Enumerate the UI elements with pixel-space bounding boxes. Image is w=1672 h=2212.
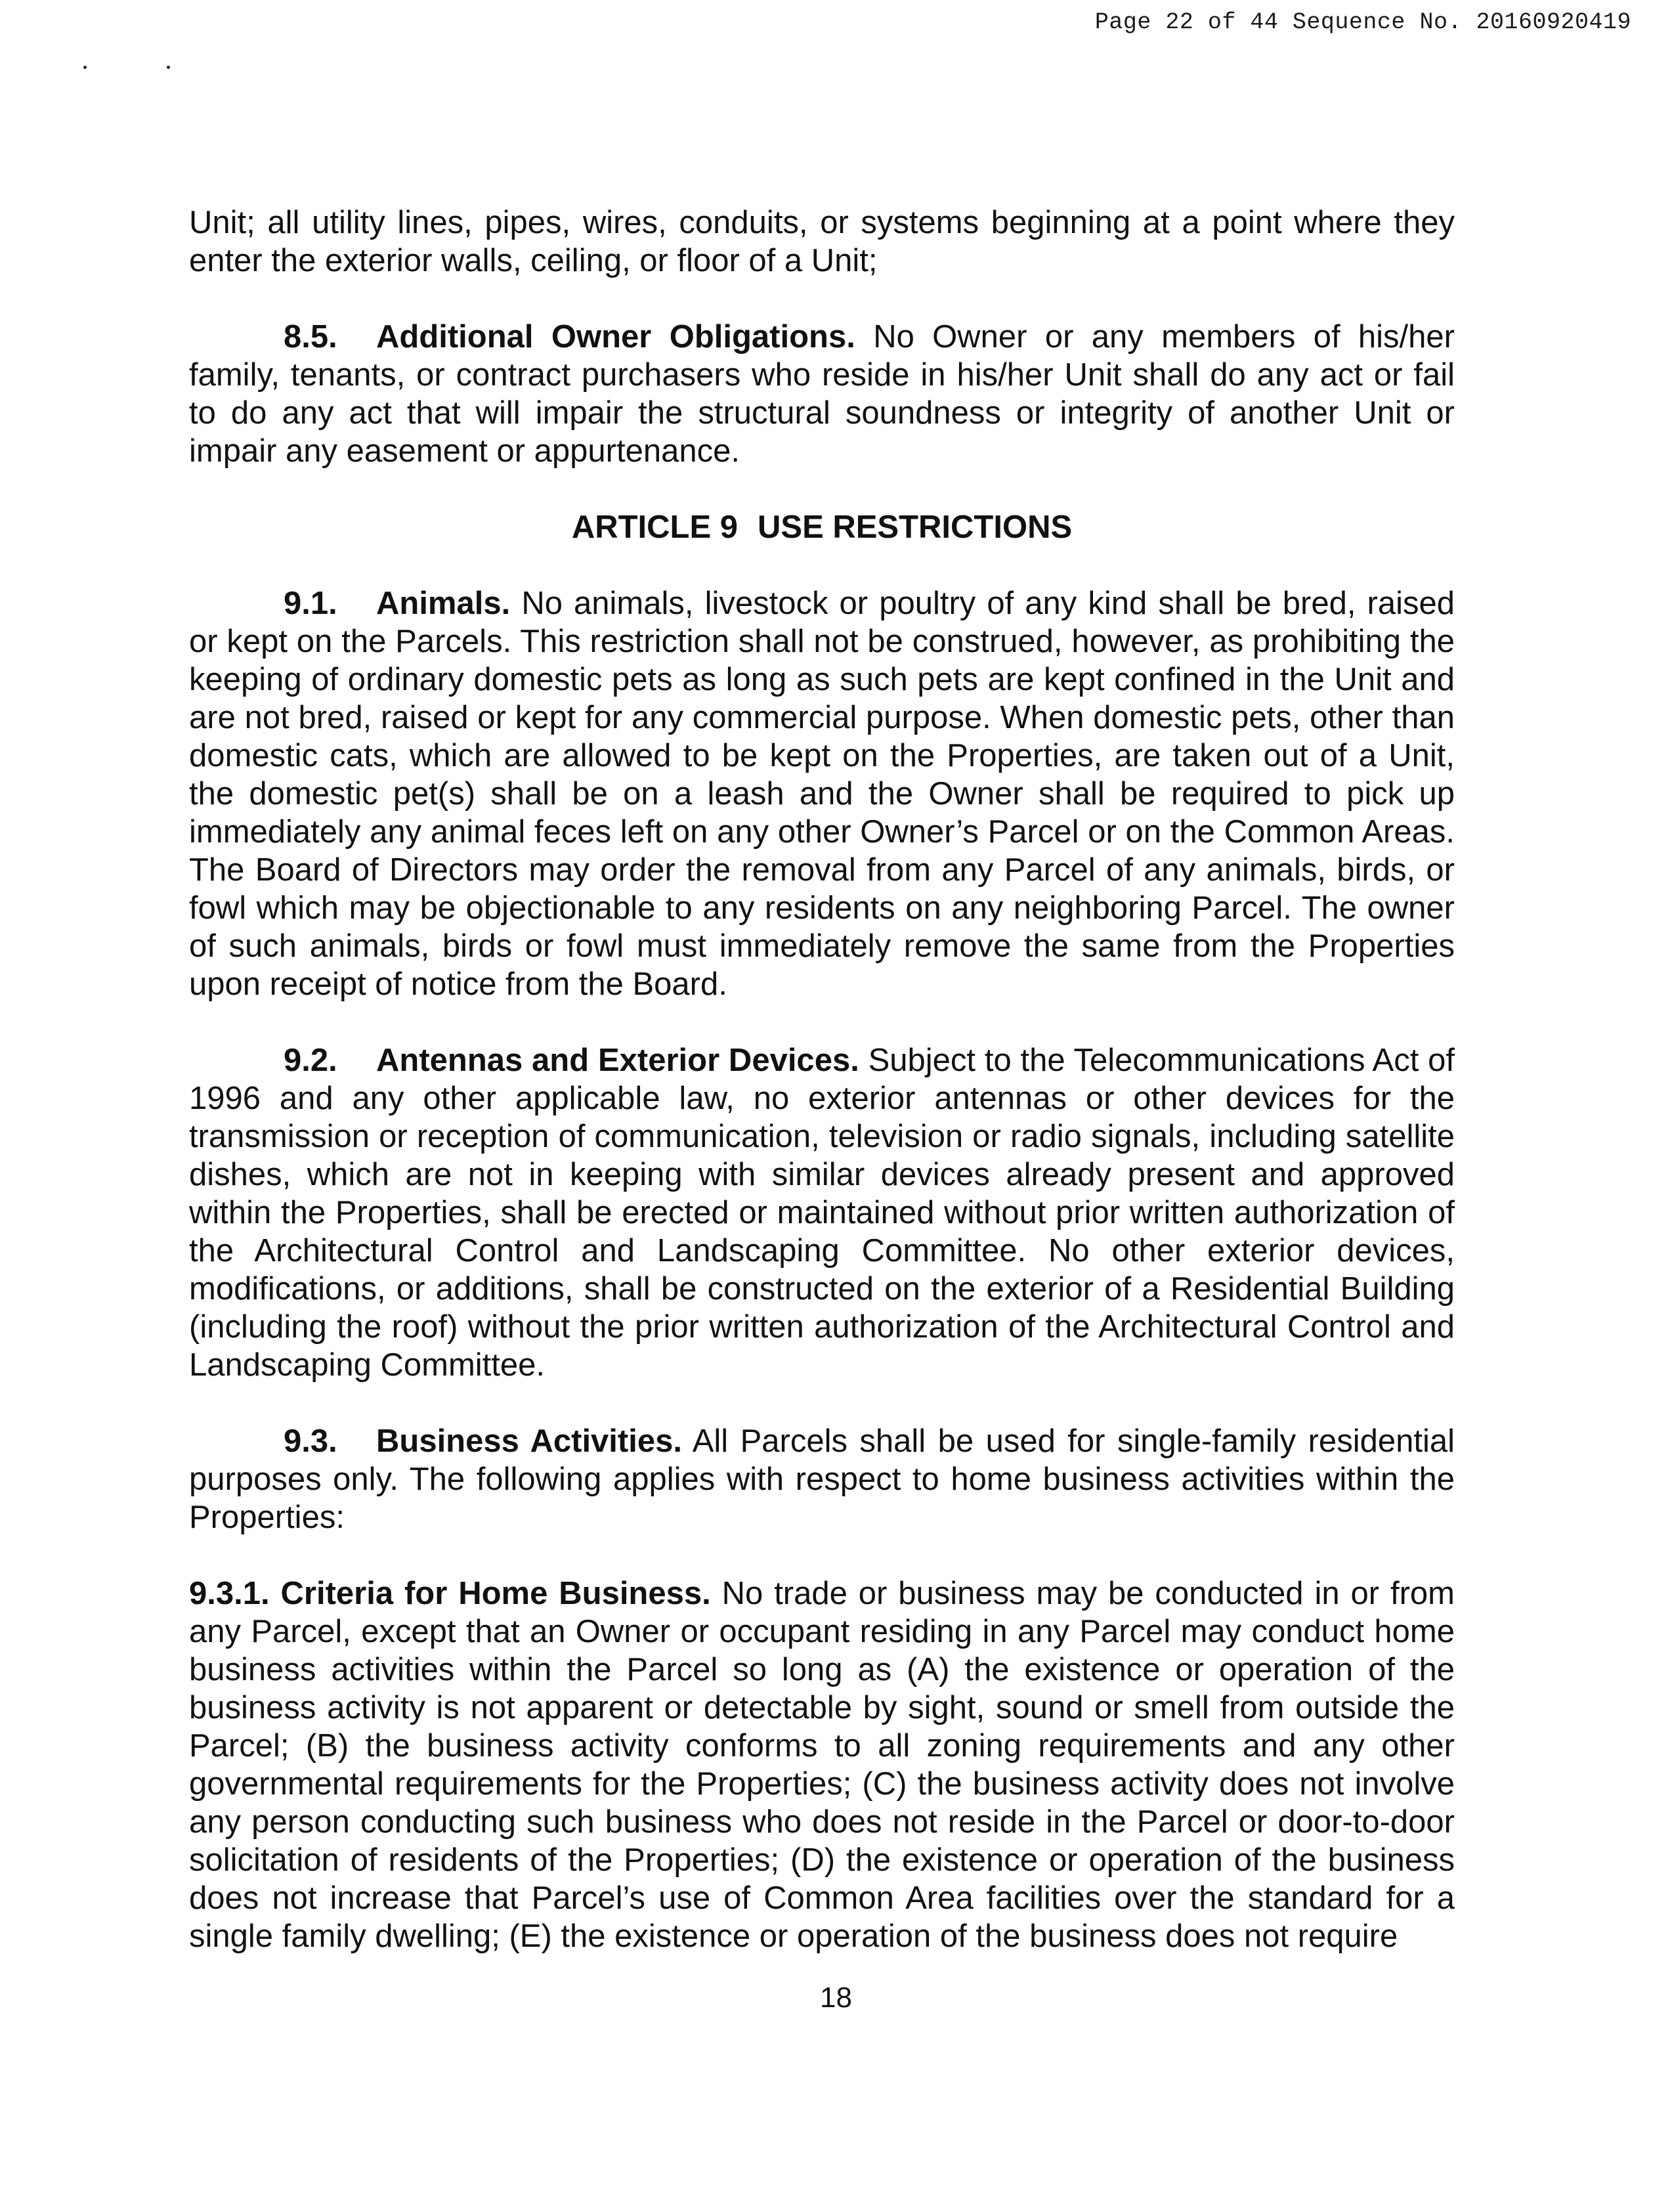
scan-speck [83, 66, 87, 69]
page-number: 18 [820, 1982, 852, 2014]
section-9-1 [189, 584, 1455, 1003]
section-text: No animals, livestock or poultry of any kind shall be bred, raised or kept on the Parcels. This restriction shall not be construed, however, as prohibiting the keeping of ordinary domestic pets as long as such pets are kept confined in the Unit and are not bred, raised or kept for any commercial purpose. When domestic pets, other than domestic cats, which are allowed to be kept on the Properties, are taken out of a Unit, the domestic pet(s) shall be on a leash and the Owner shall be required to pick up immediately any animal feces left on any other Owner’s Parcel or on the Common Areas. The Board of Directors may order the removal from any Parcel of any animals, birds, or fowl which may be objectionable to any residents on any neighboring Parcel. The owner of such animals, birds or fowl must immediately remove the same from the Properties upon receipt of notice from the Board. [189, 586, 1455, 1002]
section-title: Business Activities. [376, 1423, 682, 1459]
continuation-text: Unit; all utility lines, pipes, wires, conduits, or systems beginning at a point where they enter the exterior walls, ceiling, or floor of a Unit; [189, 205, 1455, 278]
article-heading [189, 508, 1455, 546]
section-title: Antennas and Exterior Devices. [376, 1043, 859, 1078]
section-text: Subject to the Telecommunications Act of 1996 and any other applicable law, no exterior antennas or other devices for the transmission or reception of communication, television or radio signals, including satellite dishes, which are not in keeping with similar devices already present and approved within the Properties, shall be erected or maintained without prior written authorization of the Architectural Control and Landscaping Committee. No other exterior devices, modifications, or additions, shall be constructed on the exterior of a Residential Building (including the roof) without the prior written authorization of the Architectural Control and Landscaping Committee. [189, 1043, 1455, 1383]
section-title: Animals. [376, 586, 511, 621]
section-number: 9.3. [284, 1423, 337, 1459]
section-number: 9.3.1. [189, 1576, 270, 1611]
section-text: All Parcels shall be used for single-family residential purposes only. The following applies with respect to home business activities within the Properties: [189, 1423, 1455, 1535]
article-number: ARTICLE 9 [571, 510, 738, 545]
document-body [189, 204, 1455, 1955]
article-title: USE RESTRICTIONS [758, 510, 1073, 545]
section-9-3-1 [189, 1574, 1455, 1955]
continuation-paragraph [189, 204, 1455, 280]
section-title: Additional Owner Obligations. [376, 319, 855, 355]
section-number: 9.2. [284, 1043, 337, 1078]
section-text: No trade or business may be conducted in or from any Parcel, except that an Owner or occupant residing in any Parcel may conduct home business activities within the Parcel so long as (A) the existence or operation of the business activity is not apparent or detectable by sight, sound or smell from outside the Parcel; (B) the business activity conforms to all zoning requirements and any other governmental requirements for the Properties; (C) the business activity does not involve any person conducting such business who does not reside in the Parcel or door-to-door solicitation of residents of the Properties; (D) the existence or operation of the business does not increase that Parcel’s use of Common Area facilities over the standard for a single family dwelling; (E) the existence or operation of the business does not require [189, 1576, 1455, 1954]
section-8-5 [189, 318, 1455, 470]
section-number: 9.1. [284, 586, 337, 621]
page-sequence-header: Page 22 of 44 Sequence No. 20160920419 [1094, 9, 1631, 35]
section-9-3 [189, 1422, 1455, 1536]
section-9-2 [189, 1041, 1455, 1384]
section-number: 8.5. [284, 319, 337, 355]
section-text: No Owner or any members of his/her family, tenants, or contract purchasers who reside in his/her Unit shall do any act or fail to do any act that will impair the structural soundness or integrity of another Unit or impair any easement or appurtenance. [189, 319, 1455, 469]
section-title: Criteria for Home Business. [280, 1576, 711, 1611]
scan-speck [167, 66, 170, 69]
